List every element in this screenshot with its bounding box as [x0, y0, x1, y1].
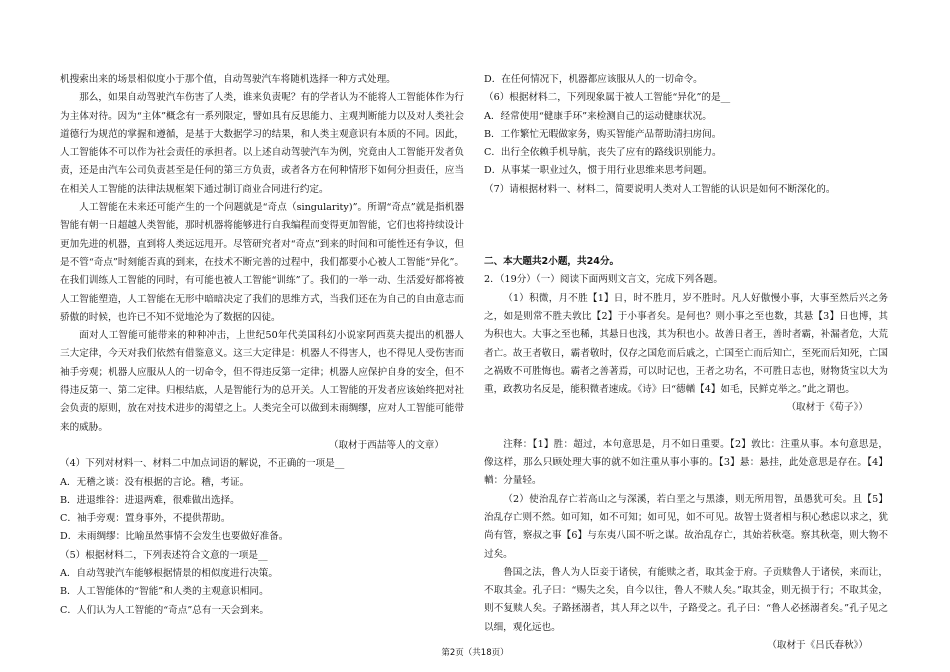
page-footer: 第2页（共18页）	[441, 648, 509, 658]
right-column	[484, 71, 888, 655]
annotation: 注释：【1】胜：超过，本句意思是，月不如日重要。【2】敦比：注重从事。本句意思是，像这样，那么只顾处理大事的就不如注重从事小事的。【3】悬：悬挂，此处意思是存在。【4】輶：分量轻。	[484, 438, 888, 487]
option-d: D．从事某一职业过久，惯于用行业思维来思考问题。	[484, 165, 713, 177]
left-column	[60, 71, 464, 620]
section-title: 二、本大题共2小题，共24分。	[484, 256, 620, 268]
question-7: （7）请根据材料一、材料二，简要说明人类对人工智能的认识是如何不断深化的。	[484, 183, 836, 195]
paragraph: 那么，如果自动驾驶汽车伤害了人类，谁来负责呢？有的学者认为不能将人工智能体作为行为主体对待。因为“主体”概念有一系列限定，譬如具有反思能力、主观判断能力以及对人类社会道德行为规范的掌握和遵循，是基于大数据学习的结果，和人类主观意识有本质的不同。因此，人工智能体不可以作为社会责任的承担者。以上述自动驾驶汽车为例，究竟由人工智能开发者负责，还是由汽车公司负责甚至是任何的第三方负责，或者各方在何种情形下如何分担责任，应当在相关人工智能的法律法规框架下通过制订商业合同进行约定。	[60, 92, 464, 195]
option-c: C．出行全依赖手机导航，丧失了应有的路线识别能力。	[484, 147, 722, 159]
option-b: B．工作繁忙无暇做家务，购买智能产品帮助清扫房间。	[484, 128, 722, 140]
option-b: B．进退维谷：进退两难，很难做出选择。	[60, 494, 240, 506]
classical-text-2b: 鲁国之法，鲁人为人臣妾于诸侯，有能赎之者，取其金于府。子贡赎鲁人于诸侯，来而让，不取其金。孔子曰：“赐失之矣，自今以往，鲁人不赎人矣。”取其金，则无损于行；不取其金，则不复赎人矣。子路拯溺者，其人拜之以牛，子路受之。孔子曰：“鲁人必拯溺者矣。”孔子见之以细，观化远也。	[484, 566, 888, 633]
classical-text-1: （1）积微，月不胜【1】日，时不胜月，岁不胜时。凡人好傲慢小事，大事至然后兴之务之，如是则常不胜夫敦比【2】于小事者矣。是何也？则小事之至也数，其悬【3】日也博，其为积也大。大事之至也稀，其悬日也浅，其为积也小。故善日者王，善时者霸，补漏者危，大荒者亡。故王者敬日，霸者敬时，仅存之国危而后戚之，亡国至亡而后知亡，至死而后知死，亡国之祸败不可胜悔也。霸者之善著焉，可以时记也，王者之功名，不可胜日志也，财物货宝以大为重，政教功名反是，能积微者速成。《诗》曰“德輶【4】如毛，民鲜克举之。”此之谓也。	[484, 292, 888, 396]
option-c: C．人们认为人工智能的“奇点”总有一天会到来。	[60, 604, 270, 616]
option-d: D．在任何情况下，机器都应该服从人的一切命令。	[484, 74, 703, 85]
question-2-heading: 2．（19分）（一）阅读下面两则文言文，完成下列各题。	[484, 274, 723, 286]
option-a: A．无稽之谈：没有根据的言论。稽，考证。	[60, 476, 250, 488]
question-6: （6）根据材料二，下列现象属于被人工智能“异化”的是__	[484, 92, 731, 104]
question-4: （4）下列对材料一、材料二中加点词语的解说，不正确的一项是__	[60, 458, 345, 470]
source-citation: （取材于《吕氏春秋》）	[767, 640, 868, 652]
question-5: （5）根据材料二，下列表述符合文意的一项是__	[60, 549, 268, 561]
option-a: A．自动驾驶汽车能够根据情景的相似度进行决策。	[60, 568, 278, 580]
option-c: C．袖手旁观：置身事外，不提供帮助。	[60, 513, 231, 525]
paragraph: 人工智能在未来还可能产生的一个问题就是“奇点（singularity)”。所谓“奇点”就是指机器智能有朝一日超越人类智能，那时机器将能够进行自我编程而变得更加智能，它们也将持续设计更加先进的机器，直到将人类远远甩开。尽管研究者对“奇点”到来的时间和可能性还有争议，但是不管“奇点”时刻能否真的到来，在技术不断完善的过程中，我们都要小心被人工智能“异化”。在我们训练人工智能的同时，有可能也被人工智能“训练”了。我们的一举一动、生活爱好都将被人工智能塑造，人工智能在无形中暗暗决定了我们的思维方式，当我们还在为自己的自由意志而骄傲的时候，也许已不知不觉地沦为了数据的囚徒。	[60, 202, 464, 323]
spacer	[484, 418, 888, 436]
classical-text-2: （2）使治乱存亡若高山之与深溪，若白垩之与黑漆，则无所用智，虽愚犹可矣。且【5】治乱存亡则不然。如可知，如不可知；如可见，如不可见。故智士贤者相与积心愁虑以求之，犹尚有管，察叔之事【6】与东夷八国不听之谋。故治乱存亡，其始若秋毫。察其秋毫，则大物不过矣。	[484, 493, 888, 560]
paragraph: 面对人工智能可能带来的种种冲击，上世纪50年代美国科幻小说家阿西莫夫提出的机器人三大定律，今天对我们依然有借鉴意义。这三大定律是：机器人不得害人，也不得见人受伤害而袖手旁观；机器人应服从人的一切命令，但不得违反第一定律；机器人应保护自身的安全，但不得违反第一、第二定律。归根结底，人是智能行为的总开关。人工智能的开发者应该始终把对社会负责的原则，放在对技术进步的渴望之上。人类完全可以做到未雨绸缪，应对人工智能可能带来的威胁。	[60, 330, 464, 433]
source-citation: （取材于西喆等人的文章）	[328, 439, 444, 451]
option-a: A．经常使用“健康手环”来检测自己的运动健康状况。	[484, 110, 712, 122]
paragraph: 机搜索出来的场景相似度小于那个值，自动驾驶汽车将随机选择一种方式处理。	[60, 74, 396, 85]
option-b: B．人工智能体的“智能”和人类的主观意识相同。	[60, 586, 269, 598]
source-citation: （取材于《荀子》）	[786, 402, 868, 414]
answer-space	[484, 199, 888, 253]
option-d: D．未雨绸缪：比喻虽然事情不会发生也要做好准备。	[60, 531, 289, 543]
